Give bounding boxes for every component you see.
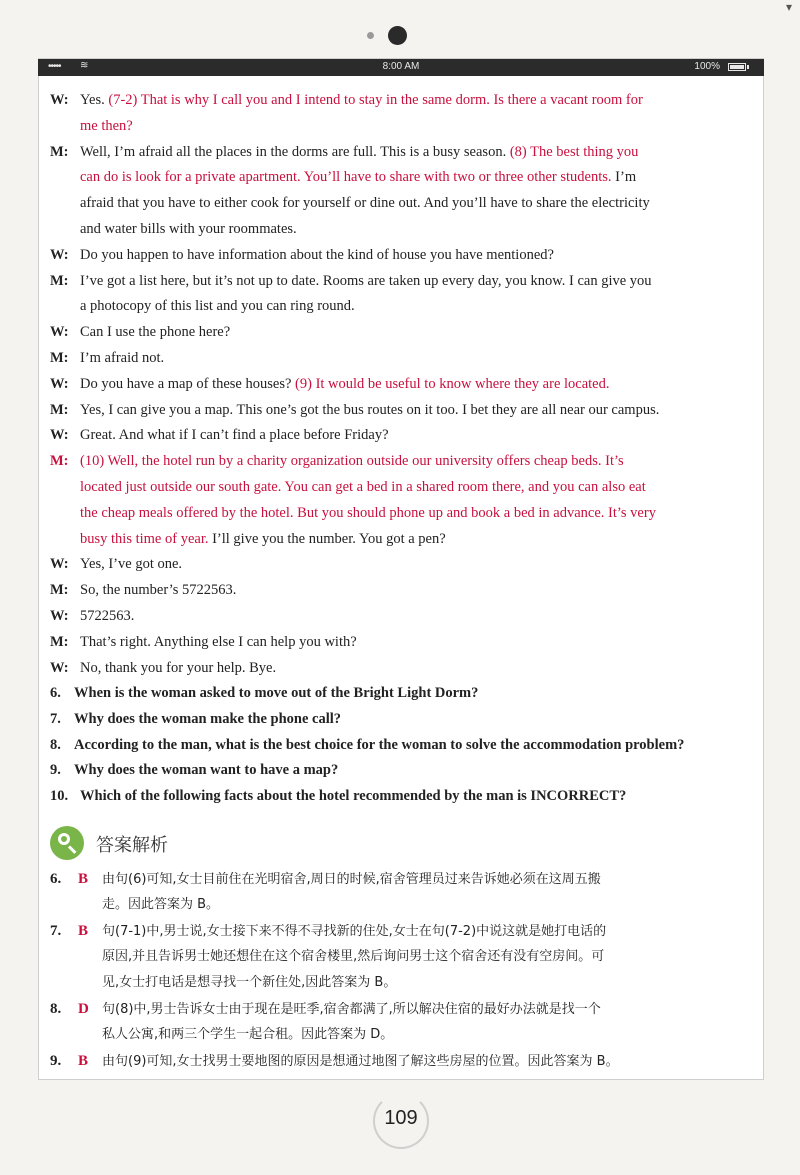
question-text: Why does the woman make the phone call? <box>74 710 342 727</box>
question-item <box>50 733 750 759</box>
answer-letter: B <box>78 871 89 887</box>
question-list <box>50 681 750 810</box>
dialogue-text: Yes, I’ve got one. <box>80 556 183 573</box>
answer-explanation: 句(8)中,男士告诉女士由于现在是旺季,宿舍都满了,所以解决住宿的最好办法就是找一个 <box>102 1002 601 1017</box>
dialogue-line <box>50 423 750 449</box>
dialogue-text: afraid that you have to either cook for yourself or dine out. And you’ll have to share the electricity <box>80 195 650 212</box>
answer-section-title: 答案解析 <box>96 835 168 856</box>
dialogue-line <box>50 578 750 604</box>
highlighted-text: busy this time of year. <box>80 530 209 547</box>
speaker-label: M: <box>50 401 69 418</box>
speaker-label: W: <box>50 427 69 444</box>
dialogue-line <box>50 449 750 475</box>
answer-number: 7. <box>50 923 62 939</box>
highlighted-text: (7-2) That is why I call you and I intend to stay in the same dorm. Is there a vacant room for <box>108 92 643 108</box>
answer-line <box>50 970 750 996</box>
battery-icon <box>728 63 746 71</box>
dialogue-text: Yes. <box>80 92 109 108</box>
question-number: 9. <box>50 762 61 779</box>
dialogue-line <box>50 475 750 501</box>
dialogue-text: I’m <box>611 169 637 186</box>
page-number-badge <box>373 1093 429 1149</box>
speaker-label: W: <box>50 375 69 392</box>
answer-line <box>50 892 750 918</box>
magnifier-icon <box>50 826 84 860</box>
dialogue-line <box>50 527 750 553</box>
speaker-label: M: <box>50 453 69 470</box>
dialogue-line <box>50 243 750 269</box>
dialogue-text: a photocopy of this list and you can ring round. <box>80 298 355 315</box>
answer-number: 8. <box>50 1001 62 1017</box>
dialogue-text: Well, I’m afraid all the places in the dorms are full. This is a busy season. <box>80 143 510 160</box>
question-number: 8. <box>50 736 61 753</box>
dialogue-text: Do you have a map of these houses? <box>80 375 296 392</box>
question-number: 6. <box>50 685 61 701</box>
speaker-label: W: <box>50 556 69 573</box>
dialogue-line <box>50 501 750 527</box>
camera-dots <box>0 26 800 46</box>
speaker-label: W: <box>50 607 69 624</box>
speaker-label: W: <box>50 246 69 263</box>
speaker-label: W: <box>50 92 69 108</box>
camera-dot <box>388 26 407 45</box>
status-bar <box>38 59 764 76</box>
dialogue-text: Do you happen to have information about the kind of house you have mentioned? <box>80 246 554 263</box>
highlighted-text: (10) Well, the hotel run by a charity organization outside our university offers cheap beds. It’s <box>80 453 624 470</box>
dialogue-text: I’ve got a list here, but it’s not up to date. Rooms are taken up every day, you know. I can give you <box>80 272 652 289</box>
answer-explanation: 句(7-1)中,男士说,女士接下来不得不寻找新的住处,女士在句(7-2)中说这就是她打电话的 <box>102 924 607 939</box>
wifi-icon: ≋ <box>80 60 89 71</box>
dialogue-line <box>50 294 750 320</box>
answer-line <box>50 918 750 944</box>
answer-explanation: 私人公寓,和两三个学生一起合租。因此答案为 D。 <box>102 1027 394 1042</box>
answer-section-header <box>50 826 350 860</box>
answer-explanation: 见,女士打电话是想寻找一个新住处,因此答案为 B。 <box>102 975 397 990</box>
answer-explanation: 走。因此答案为 B。 <box>102 897 220 912</box>
question-item <box>50 784 750 810</box>
question-number: 7. <box>50 710 61 727</box>
dialogue-line <box>50 114 750 140</box>
dialogue-line <box>50 656 750 682</box>
dialogue-line <box>50 346 750 372</box>
dialogue-text: 5722563. <box>80 607 135 624</box>
dialogue-text: No, thank you for your help. Bye. <box>80 659 277 676</box>
speaker-label: M: <box>50 349 69 366</box>
dialogue-text: That’s right. Anything else I can help you with? <box>80 633 357 650</box>
question-text: When is the woman asked to move out of the Bright Light Dorm? <box>74 685 479 701</box>
answer-explanation: 原因,并且告诉男士她还想住在这个宿舍楼里,然后询问男士这个宿舍还有没有空房间。可 <box>102 949 605 964</box>
answer-line <box>50 866 750 892</box>
dialogue-text: I’ll give you the number. You got a pen? <box>208 530 446 547</box>
answer-line <box>50 996 750 1022</box>
highlighted-text: (9) It would be useful to know where they are located. <box>295 375 610 392</box>
speaker-label: M: <box>50 272 69 289</box>
dialogue-line <box>50 217 750 243</box>
status-time: 8:00 AM <box>382 61 420 72</box>
speaker-label: M: <box>50 582 69 599</box>
question-text: According to the man, what is the best choice for the woman to solve the accommodation problem? <box>74 736 685 753</box>
dialogue-text: So, the number’s 5722563. <box>80 582 237 599</box>
dialogue-line <box>50 165 750 191</box>
answer-line <box>50 1022 750 1048</box>
dialogue-text: Great. And what if I can’t find a place before Friday? <box>80 427 389 444</box>
dialogue-line <box>50 140 750 166</box>
speaker-label: W: <box>50 659 69 676</box>
signal-icon: ••••• <box>48 61 61 72</box>
highlighted-text: located just outside our south gate. You can get a bed in a shared room there, and you can also eat <box>80 478 646 495</box>
question-item <box>50 681 750 707</box>
answer-line <box>50 944 750 970</box>
answer-number: 9. <box>50 1053 62 1069</box>
dialogue-line <box>50 88 750 114</box>
answer-explanation: 由句(9)可知,女士找男士要地图的原因是想通过地图了解这些房屋的位置。因此答案为 B。 <box>102 1054 619 1069</box>
speaker-label: M: <box>50 633 69 650</box>
dialogue-line <box>50 191 750 217</box>
dialogue-text: I’m afraid not. <box>80 349 165 366</box>
dialogue-line <box>50 630 750 656</box>
highlighted-text: me then? <box>80 117 133 134</box>
dialogue-text: Yes, I can give you a map. This one’s got the bus routes on it too. I bet they are all near our campus. <box>80 401 660 418</box>
page-number: 109 <box>384 1107 418 1129</box>
highlighted-text: (8) The best thing you <box>509 143 639 160</box>
answer-letter: B <box>78 923 89 939</box>
question-number: 10. <box>50 788 69 805</box>
question-text: Why does the woman want to have a map? <box>74 762 339 779</box>
dialogue-line <box>50 552 750 578</box>
corner-mark-icon: ▾ <box>786 0 793 14</box>
battery-percent: 100% <box>694 61 720 72</box>
answer-letter: B <box>78 1053 89 1069</box>
highlighted-text: the cheap meals offered by the hotel. But you should phone up and book a bed in advance. It’s very <box>80 504 656 521</box>
highlighted-text: can do is look for a private apartment. You’ll have to share with two or three other students. <box>80 169 612 186</box>
dialogue-transcript <box>50 88 750 681</box>
dialogue-line <box>50 320 750 346</box>
dialogue-text: and water bills with your roommates. <box>80 220 297 237</box>
dialogue-line <box>50 604 750 630</box>
answer-line <box>50 1048 750 1074</box>
dialogue-text: Can I use the phone here? <box>80 324 231 341</box>
dialogue-line <box>50 269 750 295</box>
answer-list <box>50 866 750 1074</box>
speaker-label: W: <box>50 324 69 341</box>
speaker-label: M: <box>50 143 69 160</box>
question-item <box>50 707 750 733</box>
dialogue-line <box>50 372 750 398</box>
question-text: Which of the following facts about the hotel recommended by the man is INCORRECT? <box>80 788 627 805</box>
sensor-dot <box>367 32 374 39</box>
dialogue-line <box>50 398 750 424</box>
answer-number: 6. <box>50 871 62 887</box>
question-item <box>50 758 750 784</box>
answer-letter: D <box>78 1001 89 1017</box>
answer-explanation: 由句(6)可知,女士目前住在光明宿舍,周日的时候,宿舍管理员过来告诉她必须在这周五搬 <box>102 872 601 887</box>
